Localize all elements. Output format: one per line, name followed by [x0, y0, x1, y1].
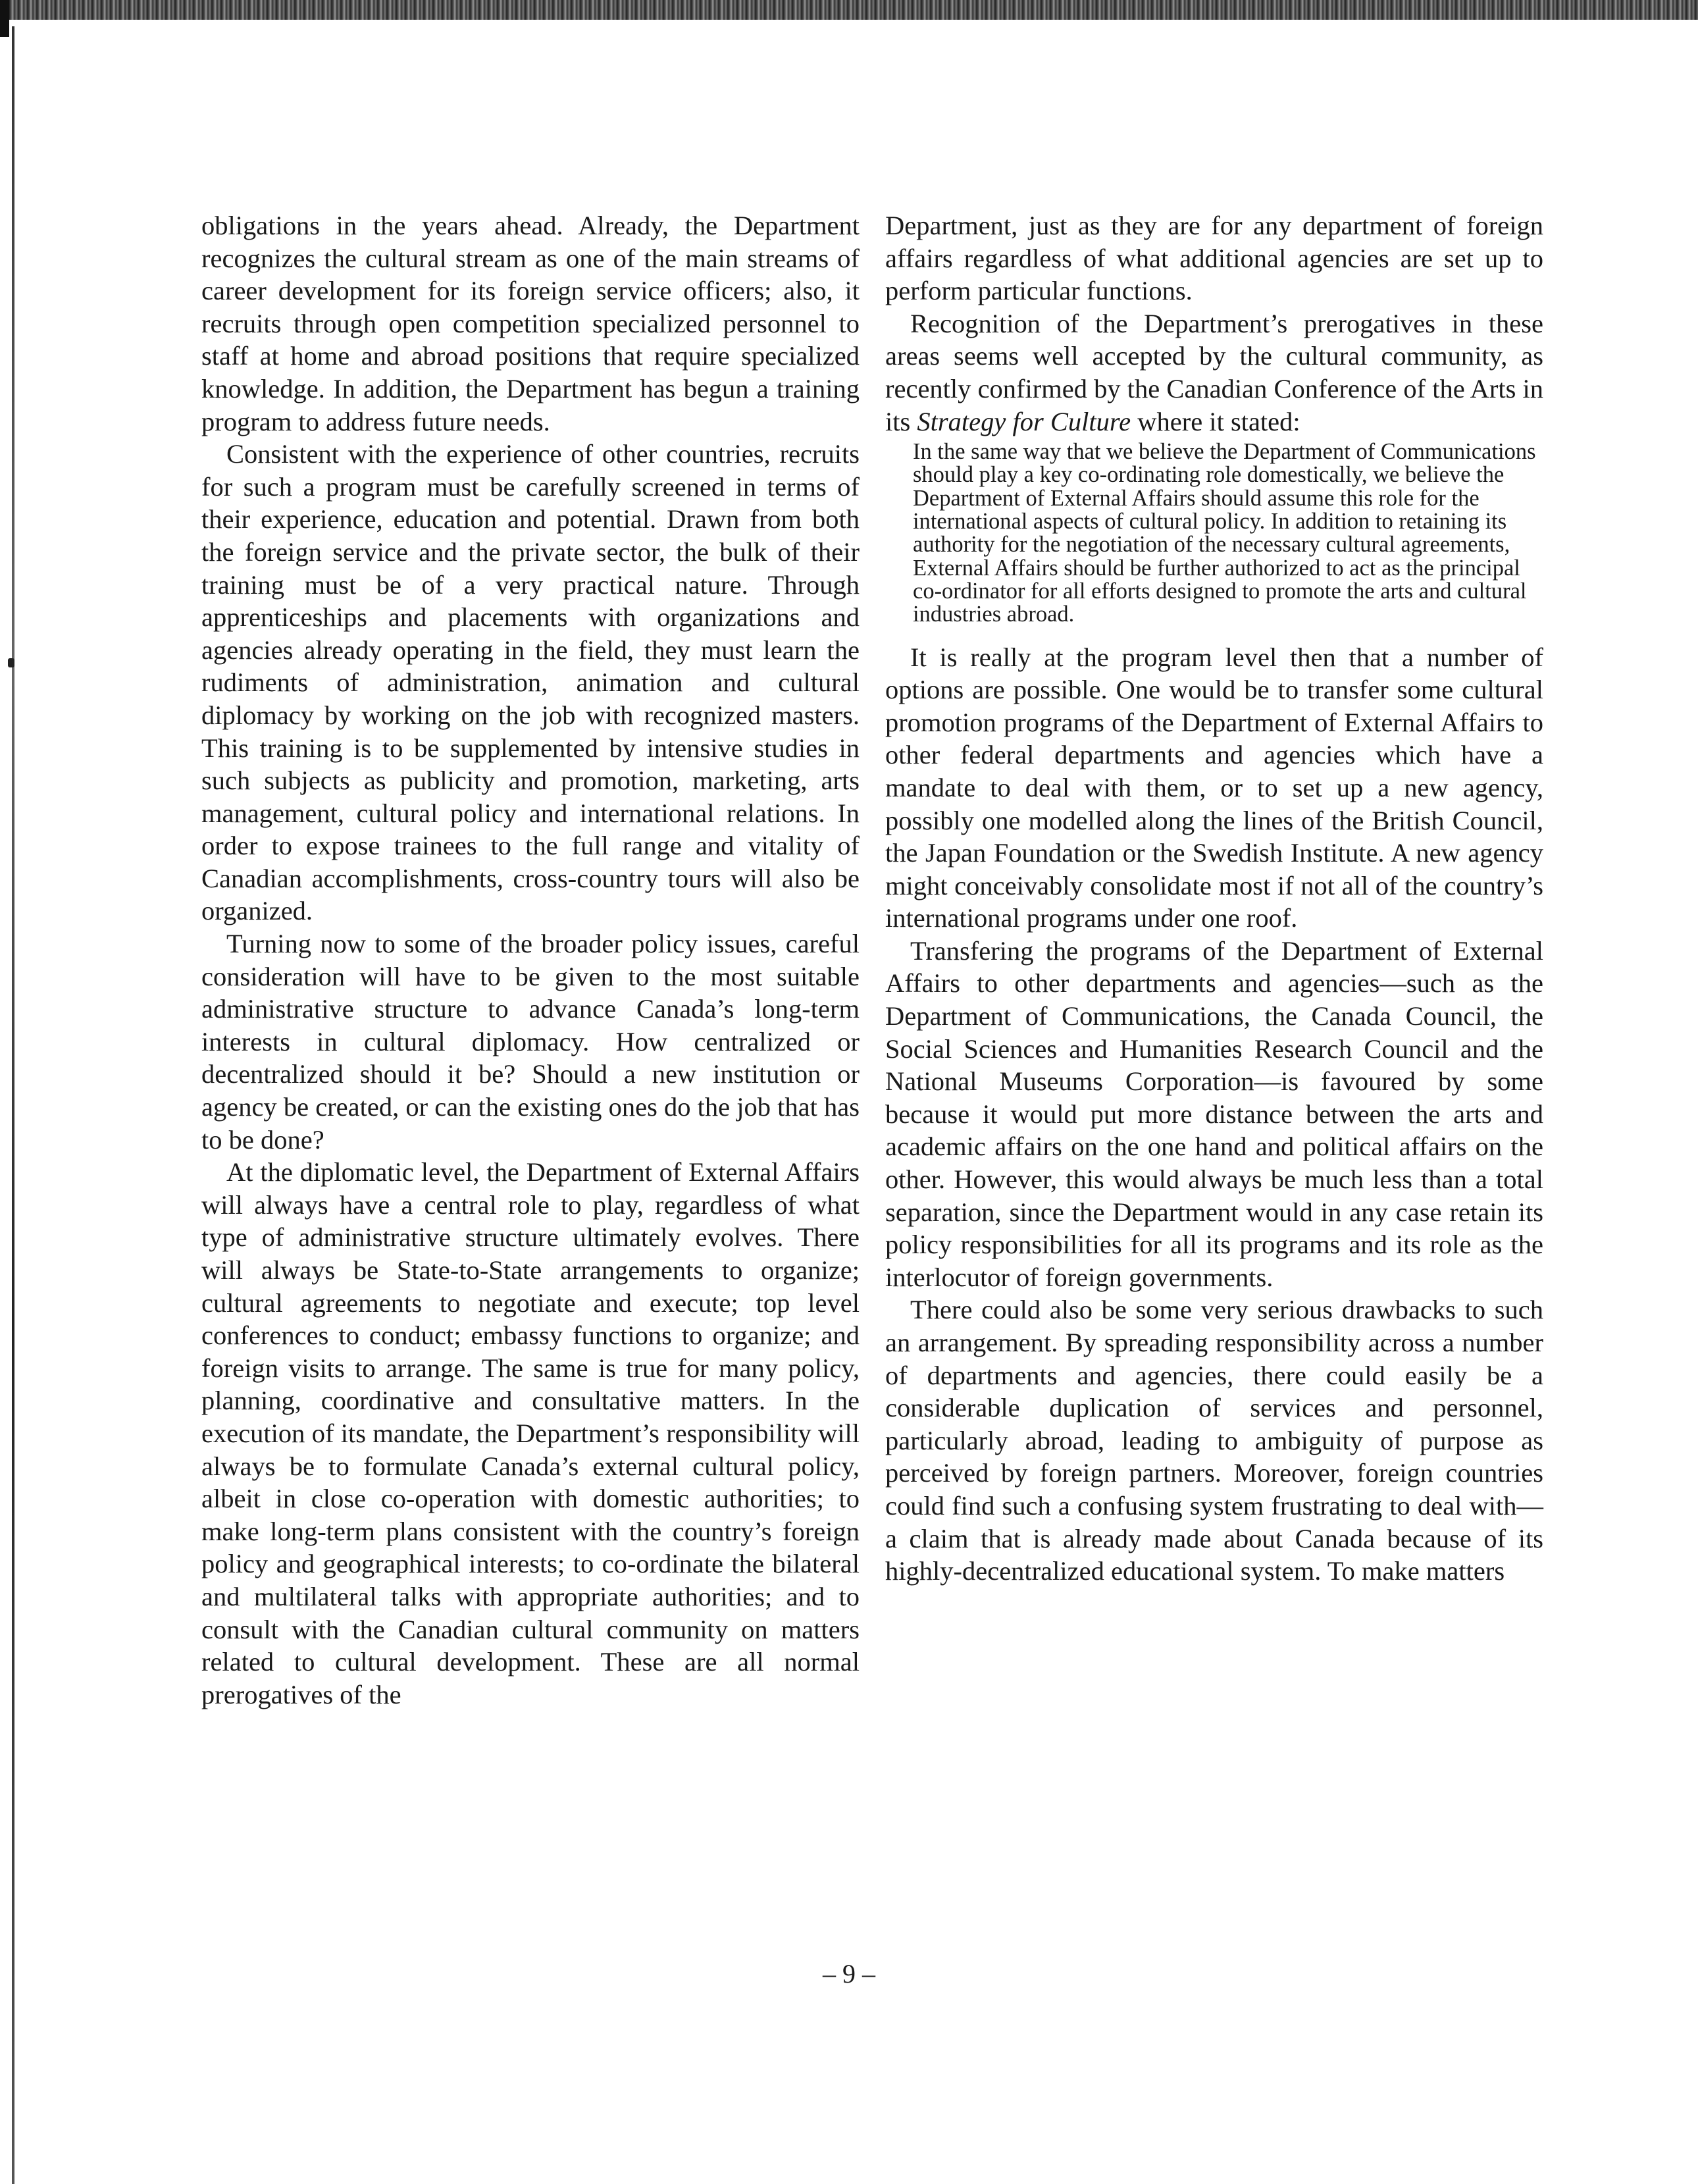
left-column [201, 209, 860, 1711]
paragraph: Consistent with the experience of other countries, recruits for such a program must be carefully screened in terms of their experience, education and potential. Drawn from both the foreign service and the private sector, the bulk of their training must be of a very practical nature. Through apprenticeships and placements with organizations and agencies already operating in the field, they must learn the rudiments of administration, animation and cultural diplomacy by working on the job with recognized masters. This training is to be supplemented by intensive studies in such subjects as publicity and promotion, marketing, arts management, cultural policy and international relations. In order to expose trainees to the full range and vitality of Canadian accomplishments, cross-country tours will also be organized. [201, 439, 860, 926]
paragraph [885, 307, 1543, 438]
paragraph-text: where it stated: [1137, 406, 1300, 436]
paragraph: Transfering the programs of the Department of External Affairs to other departments and agencies—such as the Department of Communications, the Canada Council, the Social Sciences and Humanities Research Council and the National Museums Corporation—is favoured by some because it would put more distance between the arts and academic affairs on the one hand and political affairs on the other. However, this would always be much less than a total separation, since the Department would in any case retain its policy responsibilities for all its programs and its role as the interlocutor of foreign governments. [885, 935, 1543, 1292]
publication-title: Strategy for Culture [917, 406, 1131, 436]
paragraph: Department, just as they are for any department of foreign affairs regardless of what additional agencies are set up to perform particular functions. [885, 211, 1543, 306]
page-number: – 9 – [823, 1959, 875, 1989]
right-column [885, 209, 1543, 1588]
paragraph: Turning now to some of the broader policy issues, careful consideration will have to be given to the most suitable administrative structure to advance Canada’s long-term interests in cultural diplomacy. How centralized or decentralized should it be? Should a new institution or agency be created, or can the existing ones do the job that has to be done? [201, 929, 860, 1155]
block-quote: In the same way that we believe the Department of Communications should play a key co-ordinating role domestically, we believe the Department of External Affairs should assume this role for the international aspects of cultural policy. In addition to retaining its authority for the negotiation of the necessary cultural agreements, External Affairs should be further authorized to act as the principal co-ordinator for all efforts designed to promote the arts and cultural industries abroad. [913, 439, 1536, 627]
scan-binding-mark [8, 658, 14, 667]
scan-border-left [12, 26, 14, 2184]
paragraph: At the diplomatic level, the Department of External Affairs will always have a central role to play, regardless of what type of administrative structure ultimately evolves. There will always be State-to-State arrangements to organize; cultural agreements to negotiate and execute; top level conferences to conduct; embassy functions to organize; and foreign visits to arrange. The same is true for many policy, planning, coordinative and consultative matters. In the execution of its mandate, the Department’s responsibility will always be to formulate Canada’s external cultural policy, albeit in close co-operation with domestic authorities; to make long-term plans consistent with the country’s foreign policy and geographical interests; to co-ordinate the bilateral and multilateral talks with appropriate authorities; and to consult with the Canadian cultural community on matters related to cultural development. These are all normal prerogatives of the [201, 1157, 860, 1709]
scan-corner-mark [0, 0, 9, 37]
paragraph: obligations in the years ahead. Already, the Department recognizes the cultural stream as one of the main streams of career development for its foreign service officers; also, it recruits through open competition specialized personnel to staff at home and abroad positions that require specialized knowledge. In addition, the Department has begun a training program to address future needs. [201, 211, 860, 436]
paragraph: There could also be some very serious drawbacks to such an arrangement. By spreading responsibility across a number of departments and agencies, there could easily be a considerable duplication of services and personnel, particularly abroad, leading to ambiguity of purpose as perceived by foreign partners. Moreover, foreign countries could find such a confusing system frustrating to deal with—a claim that is already made about Canada because of its highly-decentralized educational system. To make matters [885, 1295, 1543, 1586]
paragraph-text: Recognition of the Department’s prerogatives in these areas seems well accepted by the cultural community, as recently confirmed by the Canadian Conference of the Arts in its [885, 308, 1543, 436]
paragraph: It is really at the program level then that a number of options are possible. One would be to transfer some cultural promotion programs of the Department of External Affairs to other federal departments and agencies which have a mandate to deal with them, or to set up a new agency, possibly one modelled along the lines of the British Council, the Japan Foundation or the Swedish Institute. A new agency might conceivably consolidate most if not all of the country’s international programs under one roof. [885, 642, 1543, 933]
scan-border-top [0, 0, 1698, 20]
